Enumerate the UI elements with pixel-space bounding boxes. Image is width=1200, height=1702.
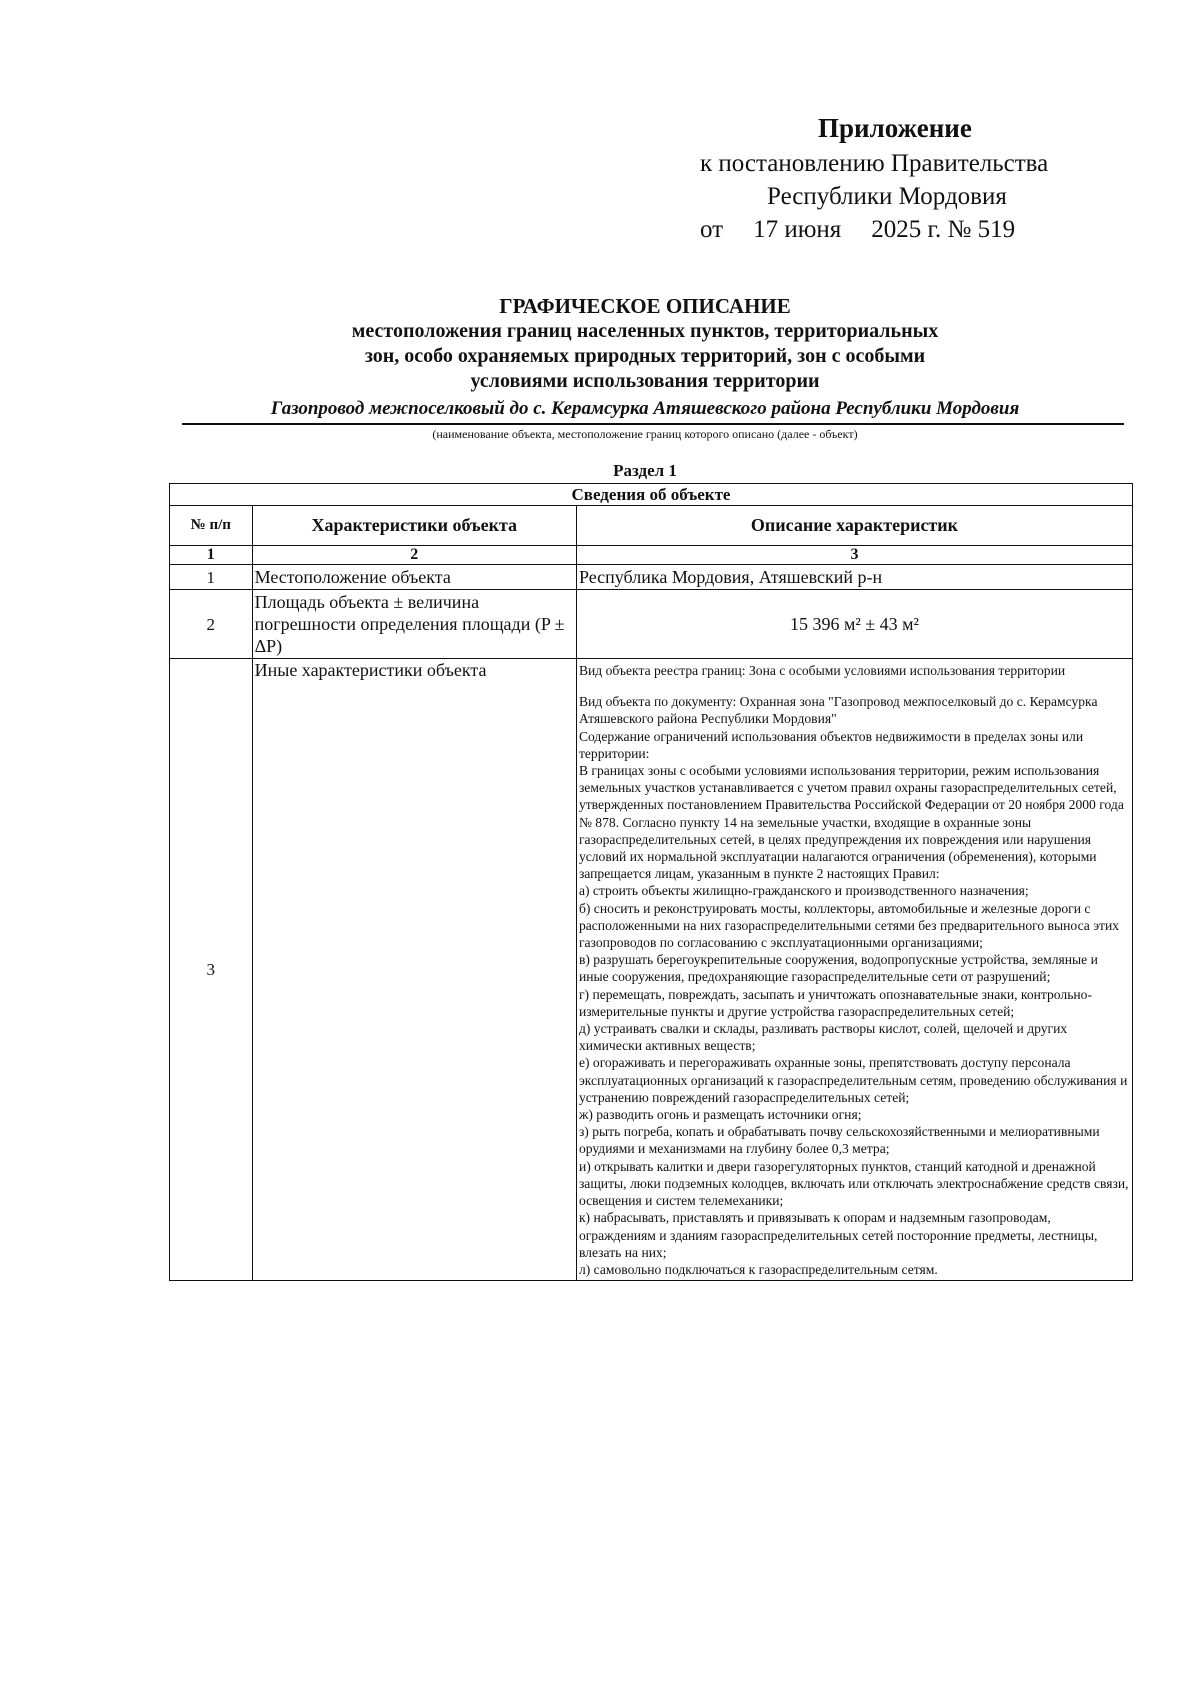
object-caption: (наименование объекта, местоположение границ которого описано (далее - объект) [432,427,858,441]
row-description: 15 396 м² ± 43 м² [576,590,1132,659]
description-paragraph: В границах зоны с особыми условиями использования территории, режим использования земельных участков устанавливается с учетом правил охраны газораспределительных сетей, утвержденных постановлением Правительства Российской Федерации от 20 ноября 2000 года № 878. Согласно пункту 14 на земельные участки, входящие в охранные зоны газораспределительных сетей, в целях предупреждения их повреждения или нарушения условий их нормальной эксплуатации налагаются ограничения (обременения), которыми запрещается лицам, указанным в пункте 2 настоящих Правил: [578,763,1124,882]
description-paragraph: ж) разводить огонь и размещать источники огня; [578,1107,862,1123]
description-paragraph: з) рыть погреба, копать и обрабатывать почву сельскохозяйственными и мелиоративными орудиями и механизмами на глубину более 0,3 метра; [578,1124,1100,1157]
appendix-date-line [700,213,1120,246]
object-name-underline [182,423,1124,425]
column-index-3: 3 [576,546,1132,565]
description-paragraph: а) строить объекты жилищно-гражданского и производственного назначения; [578,883,1029,899]
table-caption-row [170,484,1133,506]
header-number: № п/п [170,506,253,546]
table-caption: Сведения об объекте [170,484,1133,506]
description-paragraph: к) набрасывать, приставлять и привязывать к опорам и надземным газопроводам, ограждениям и зданиям газораспределительных сетей посторонние предметы, лестницы, влезать на них; [578,1210,1098,1260]
row-characteristic: Местоположение объекта [252,565,576,590]
document-heading [160,294,1130,394]
object-name: Газопровод межпоселковый до с. Керамсурка Атяшевского района Республики Мордовия [270,398,1020,419]
document-subtitle-line-3: условиями использования территории [470,370,820,392]
description-paragraph: е) огораживать и перегораживать охранные зоны, препятствовать доступу персонала эксплуатационных организаций к газораспределительным сетям, проведению обслуживания и устранению повреждений газораспределительных сетей; [578,1055,1128,1105]
appendix-line-resolution: к постановлению Правительства [700,150,1049,177]
description-paragraph: и) открывать калитки и двери газорегуляторных пунктов, станций катодной и дренажной защиты, люки подземных колодцев, включать или отключать электроснабжение средств связи, освещения и систем телемеханики; [578,1158,1129,1209]
description-paragraph: г) перемещать, повреждать, засыпать и уничтожать опознавательные знаки, контрольно-измерительные пункты и другие устройства газораспределительных сетей; [578,986,1093,1019]
row-description [576,659,1132,1281]
description-paragraph: л) самовольно подключаться к газораспределительным сетям. [578,1261,938,1277]
document-subtitle-line-2: зон, особо охраняемых природных территорий, зон с особыми [364,345,926,367]
description-paragraph: д) устраивать свалки и склады, разливать растворы кислот, солей, щелочей и других химически активных веществ; [578,1021,1068,1054]
column-index-2: 2 [252,546,576,565]
section-title: Раздел 1 [613,461,677,480]
document-subtitle-line-1: местоположения границ населенных пунктов, территориальных [351,320,939,342]
description-paragraph: б) сносить и реконструировать мосты, коллекторы, автомобильные и железные дороги с расположенными на них газораспределительными сетями без предварительного выноса этих газопроводов по согласованию с эксплуатационными организациями; [578,900,1120,951]
table-row [170,590,1133,659]
row-characteristic: Площадь объекта ± величина погрешности определения площади (P ± ΔP) [252,590,576,659]
row-number: 3 [170,659,253,1281]
header-description: Описание характеристик [576,506,1132,546]
appendix-title: Приложение [818,113,972,143]
description-paragraph: Вид объекта по документу: Охранная зона "Газопровод межпоселковый до с. Керамсурка Атяшевского района Республики Мордовия" [578,694,1098,727]
row-characteristic: Иные характеристики объекта [252,659,576,1281]
table-row [170,659,1133,1281]
appendix-date-day: 17 июня [753,216,842,243]
row-description: Республика Мордовия, Атяшевский р-н [576,565,1132,590]
document-title: ГРАФИЧЕСКОЕ ОПИСАНИЕ [499,294,791,318]
appendix-block [700,112,1120,246]
table-index-row [170,546,1133,565]
description-paragraph: в) разрушать берегоукрепительные сооружения, водопропускные устройства, земляные и иные сооружения, предохраняющие газораспределительные сети от разрушений; [578,952,1098,985]
table-header-row [170,506,1133,546]
description-paragraph: Содержание ограничений использования объектов недвижимости в пределах зоны или территории: [578,728,1084,761]
appendix-line-republic: Республики Мордовия [767,183,1007,210]
table-row [170,565,1133,590]
appendix-date-prefix: от [700,216,724,243]
description-paragraph: Вид объекта реестра границ: Зона с особыми условиями использования территории [578,663,1066,678]
appendix-date-year-number: 2025 г. № 519 [871,216,1016,243]
column-index-1: 1 [170,546,253,565]
row-number: 2 [170,590,253,659]
object-info-table [169,483,1133,1281]
description-spacer [579,679,1130,693]
header-characteristic: Характеристики объекта [252,506,576,546]
row-number: 1 [170,565,253,590]
